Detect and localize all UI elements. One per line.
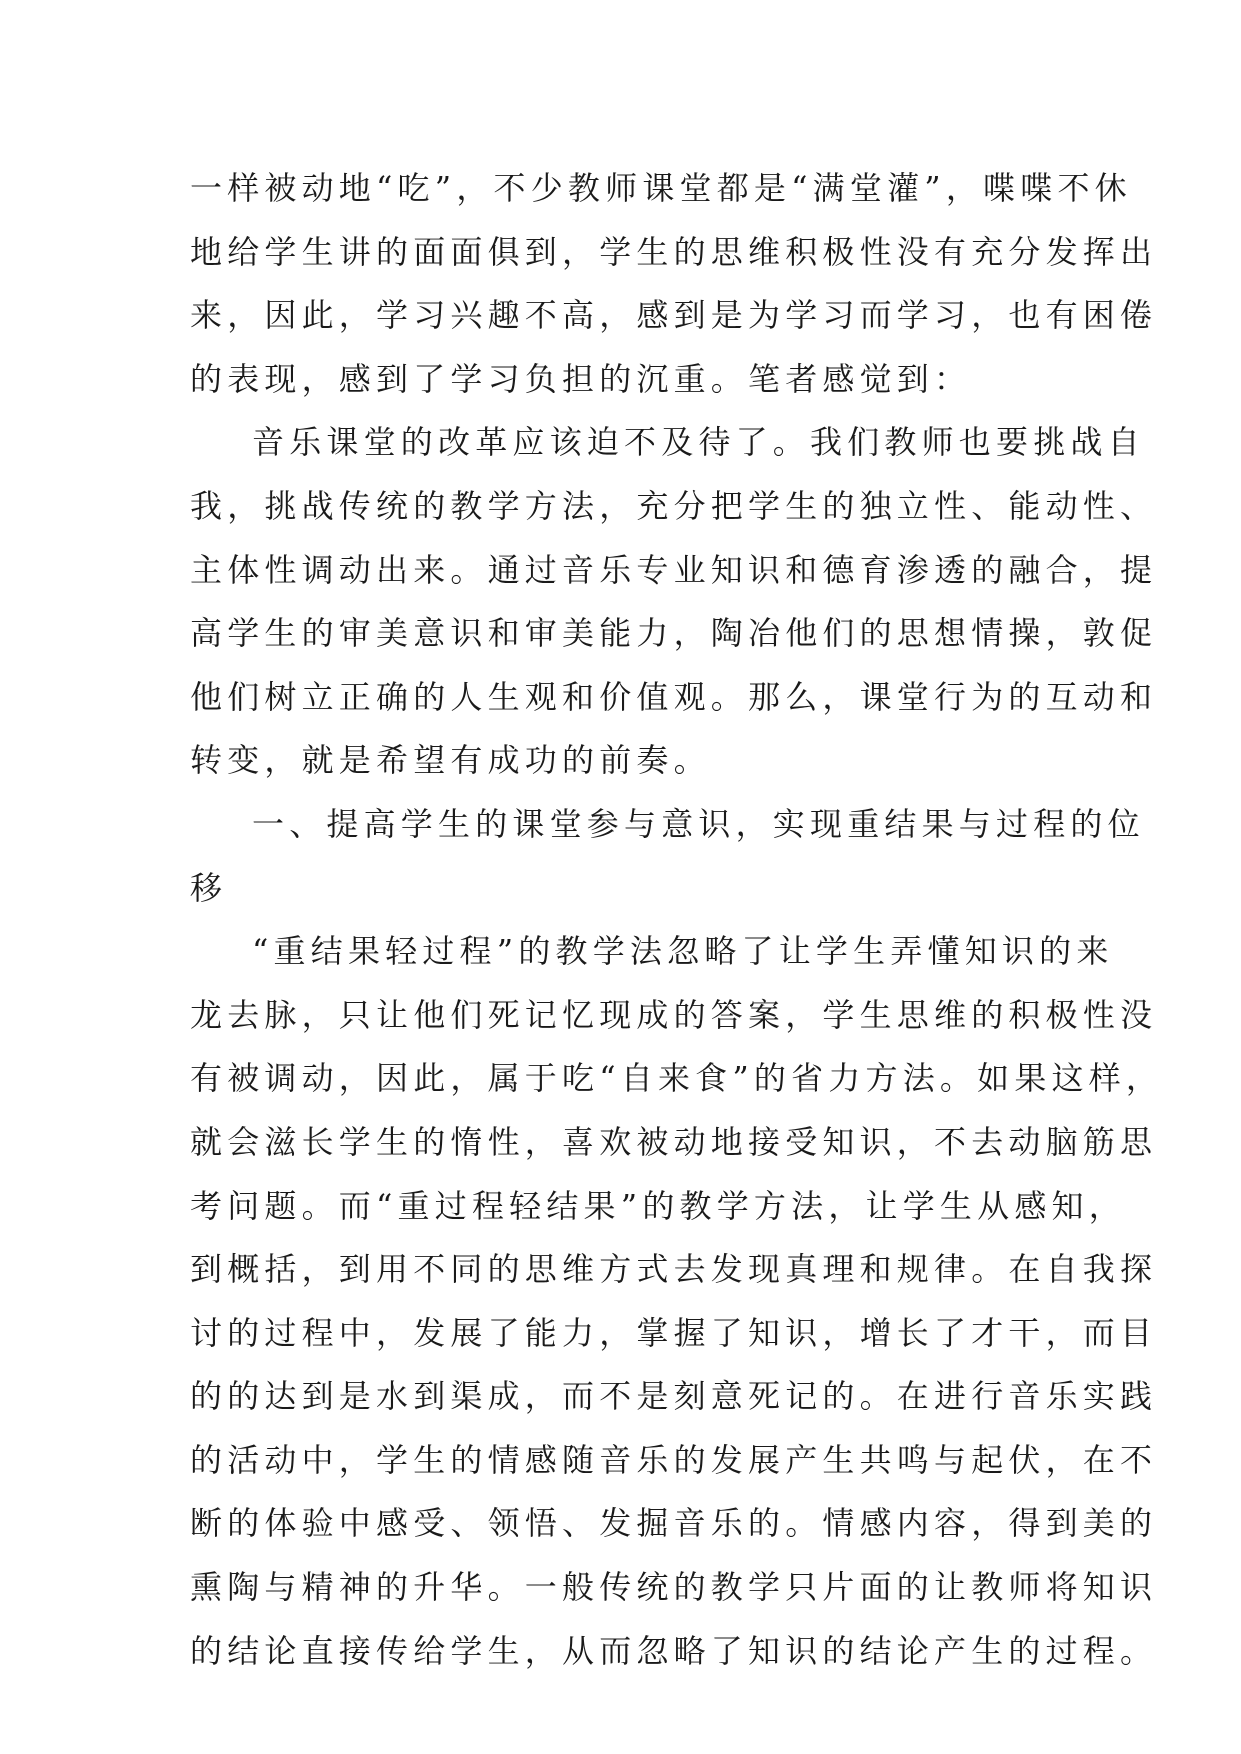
text-line: 讨的过程中，发展了能力，掌握了知识，增长了才干，而目: [190, 1313, 1158, 1352]
body-text: [190, 157, 1164, 1683]
text-line: 的活动中，学生的情感随音乐的发展产生共鸣与起伏，在不: [190, 1440, 1158, 1479]
text-line: 的表现，感到了学习负担的沉重。笔者感觉到：: [190, 359, 972, 398]
text-line: “重结果轻过程”的教学法忽略了让学生弄懂知识的来: [252, 932, 1114, 971]
text-line: 我，挑战传统的教学方法，充分把学生的独立性、能动性、: [190, 486, 1158, 525]
text-line: 来，因此，学习兴趣不高，感到是为学习而学习，也有困倦: [190, 296, 1158, 335]
text-line: 熏陶与精神的升华。一般传统的教学只片面的让教师将知识: [190, 1568, 1158, 1607]
text-line: 移: [190, 868, 228, 907]
text-line: 地给学生讲的面面俱到，学生的思维积极性没有充分发挥出: [190, 232, 1158, 271]
text-line: 的的达到是水到渠成，而不是刻意死记的。在进行音乐实践: [190, 1377, 1158, 1416]
text-line: 有被调动，因此，属于吃“自来食”的省力方法。如果这样，: [190, 1059, 1164, 1098]
text-line: 高学生的审美意识和审美能力，陶冶他们的思想情操，敦促: [190, 614, 1158, 653]
text-line: 音乐课堂的改革应该迫不及待了。我们教师也要挑战自: [252, 423, 1145, 462]
text-line: 转变，就是希望有成功的前奏。: [190, 741, 711, 780]
text-line: 他们树立正确的人生观和价值观。那么，课堂行为的互动和: [190, 677, 1158, 716]
text-line: 考问题。而“重过程轻结果”的教学方法，让学生从感知，: [190, 1186, 1126, 1225]
text-line: 龙去脉，只让他们死记忆现成的答案，学生思维的积极性没: [190, 995, 1158, 1034]
text-line: 就会滋长学生的惰性，喜欢被动地接受知识，不去动脑筋思: [190, 1122, 1158, 1161]
text-line: 一样被动地“吃”，不少教师课堂都是“满堂灌”，喋喋不休: [190, 169, 1132, 207]
text-line: 主体性调动出来。通过音乐专业知识和德育渗透的融合，提: [190, 550, 1158, 589]
text-line: 一、提高学生的课堂参与意识，实现重结果与过程的位: [252, 804, 1145, 843]
text-line: 断的体验中感受、领悟、发掘音乐的。情感内容，得到美的: [190, 1504, 1158, 1543]
text-line: 的结论直接传给学生，从而忽略了知识的结论产生的过程。: [190, 1631, 1158, 1670]
text-line: 到概括，到用不同的思维方式去发现真理和规律。在自我探: [190, 1250, 1158, 1289]
